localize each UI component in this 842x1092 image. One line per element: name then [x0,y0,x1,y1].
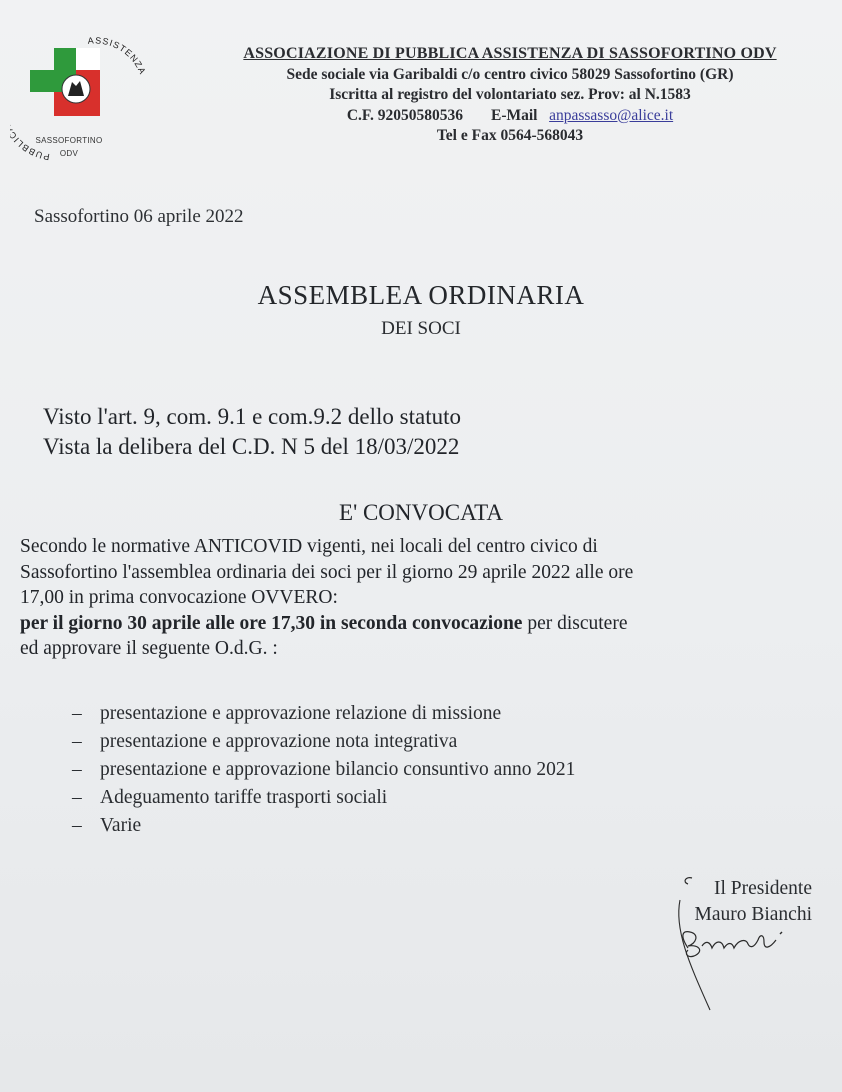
body-line-5: ed approvare il seguente O.d.G. : [20,638,278,659]
convocation-heading: E' CONVOCATA [339,500,503,525]
address-line: Sede sociale via Garibaldi c/o centro civico 58029 Sassofortino (GR) [286,65,734,83]
cf-number: C.F. 92050580536 [346,106,463,124]
body-line-4-rest: per discutere [522,612,628,634]
references-block [43,402,461,462]
logo-caption [10,134,128,160]
signer-role: Il Presidente [713,878,812,899]
logo-caption-line2: ODV [59,149,79,158]
email-link[interactable]: anpassasso@alice.it [549,106,674,124]
second-convocation-bold: per il giorno 30 aprile alle ore 17,30 in seconda convocazione [20,612,523,634]
email-label: E-Mail [490,106,538,124]
organization-name: ASSOCIAZIONE DI PUBBLICA ASSISTENZA DI SASSOFORTINO ODV [243,45,777,62]
body-line-2: Sassofortino l'assemblea ordinaria dei soci per il giorno 29 aprile 2022 alle ore [20,561,634,583]
signer-name: Mauro Bianchi [694,904,812,925]
agenda-list [72,700,575,840]
logo-caption-line1: SASSOFORTINO [35,136,103,145]
agenda-item: – Varie [72,815,142,836]
agenda-item: – presentazione e approvazione bilancio consuntivo anno 2021 [72,759,576,780]
agenda-item: – Adeguamento tariffe trasporti sociali [72,787,388,808]
document-title: ASSEMBLEA ORDINARIA [257,280,585,310]
convocation-body [20,534,830,662]
reference-statute: Visto l'art. 9, com. 9.1 e com.9.2 dello statuto [43,404,461,429]
body-line-4 [20,611,830,637]
cf-email-line [185,106,835,127]
reference-deliberation: Vista la delibera del C.D. N 5 del 18/03/2022 [43,434,460,459]
logo-text-top: ASSISTENZA [87,35,148,77]
logo-text-left: PUBBLI [11,134,51,162]
registry-line: Iscritta al registro del volontariato sez. Prov: al N.1583 [329,86,691,103]
body-line-3: 17,00 in prima convocazione OVVERO: [20,587,338,608]
handwritten-signature [660,870,800,1015]
phone-line: Tel e Fax 0564-568043 [436,127,584,144]
association-logo [10,24,160,174]
body-line-1: Secondo le normative ANTICOVID vigenti, nei locali del centro civico di [20,536,598,557]
document-subtitle: DEI SOCI [381,318,461,339]
document-date: Sassofortino 06 aprile 2022 [34,206,244,227]
agenda-item: – presentazione e approvazione nota integrativa [72,731,458,752]
letterhead [185,44,835,147]
agenda-item: – presentazione e approvazione relazione di missione [72,703,502,724]
